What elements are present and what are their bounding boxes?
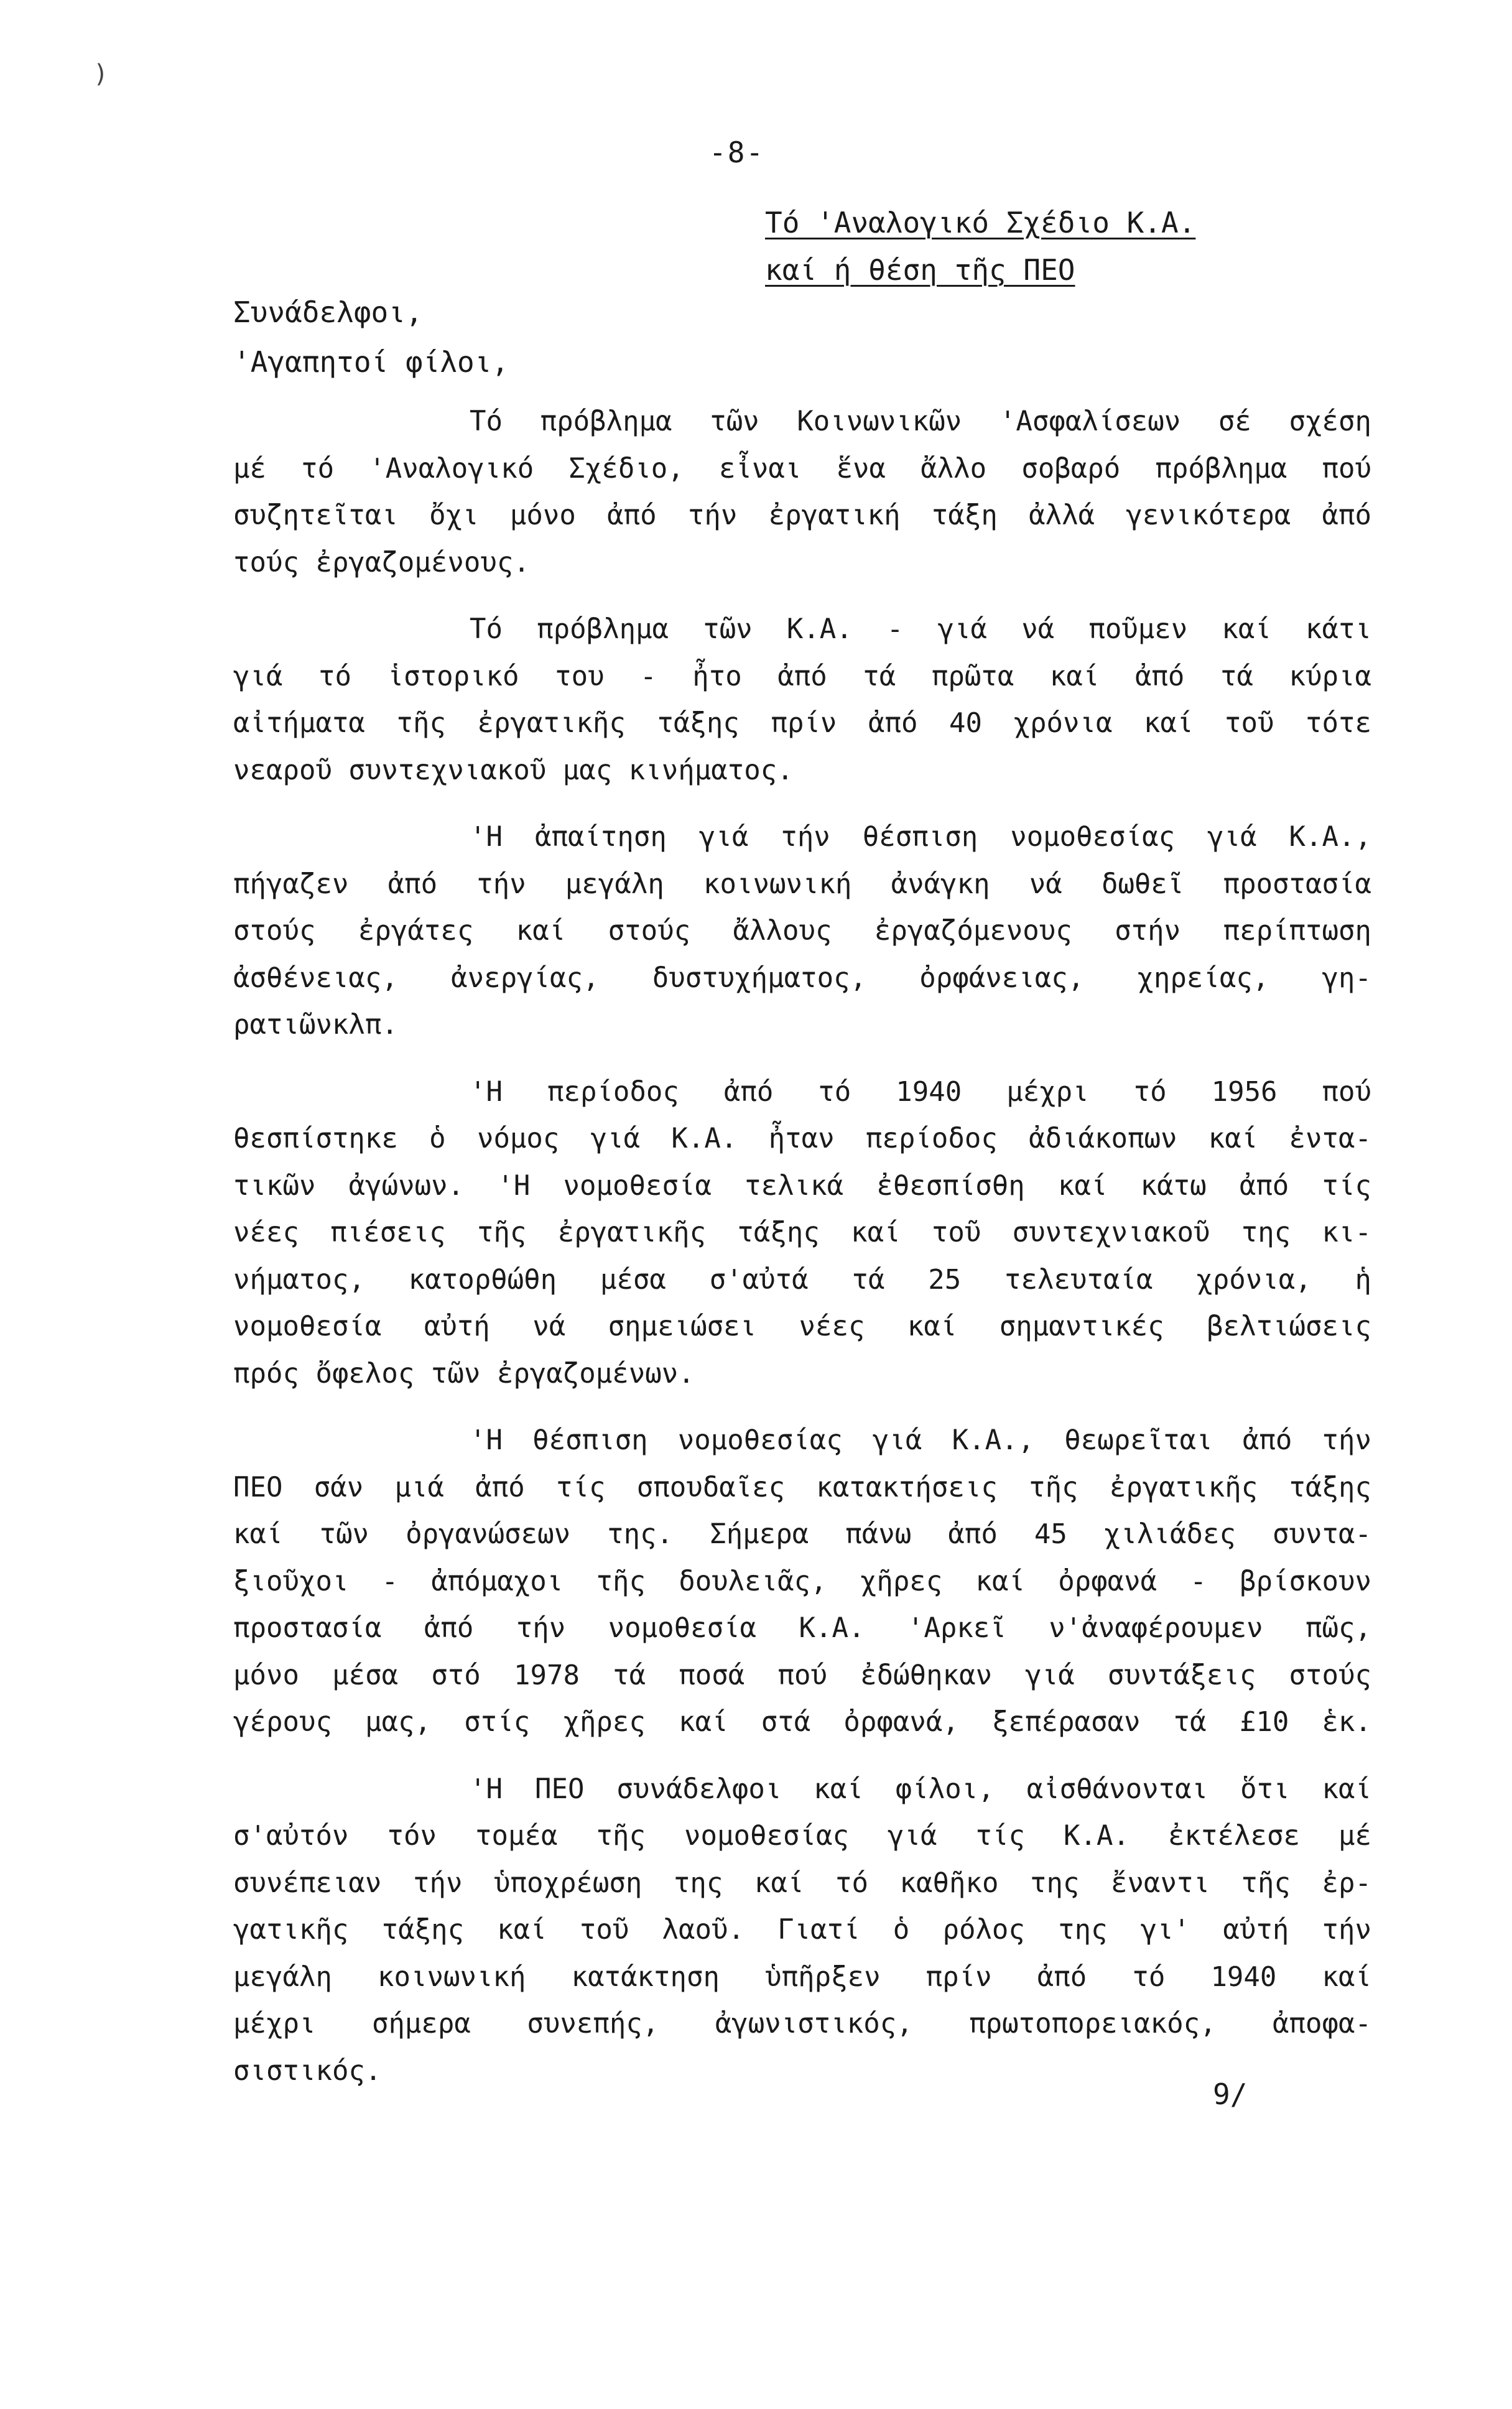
paragraph — [233, 606, 1371, 794]
text-line: συζητεῖται ὄχι μόνο ἀπό τήν ἐργατική τάξη ἀλλά γενικότερα ἀπό — [233, 499, 1371, 531]
text-line: θεσπίστηκε ὁ νόμος γιά Κ.Α. ἦταν περίοδος ἀδιάκοπων καί ἐντα- — [233, 1123, 1371, 1154]
text-line: 'Η θέσπιση νομοθεσίας γιά Κ.Α., θεωρεῖται ἀπό τήν — [470, 1424, 1371, 1456]
text-line: πρός ὄφελος τῶν ἐργαζομένων. — [233, 1357, 695, 1390]
text-line: 'Η περίοδος ἀπό τό 1940 μέχρι τό 1956 πού — [470, 1075, 1371, 1108]
text-line: ξιοῦχοι - ἀπόμαχοι τῆς δουλειᾶς, χῆρες καί ὀρφανά - βρίσκουν — [233, 1565, 1371, 1597]
text-line: νεαροῦ συντεχνιακοῦ μας κινήματος. — [233, 754, 794, 786]
text-line: καί τῶν ὀργανώσεων της. Σήμερα πάνω ἀπό 45 χιλιάδες συντα- — [233, 1518, 1371, 1550]
margin-mark: ) — [93, 60, 109, 88]
text-line: σ'αὐτόν τόν τομέα τῆς νομοθεσίας γιά τίς Κ.Α. ἐκτέλεσε μέ — [233, 1820, 1371, 1852]
text-line: 'Η ἀπαίτηση γιά τήν θέσπιση νομοθεσίας γιά Κ.Α., — [470, 821, 1371, 853]
paragraph — [233, 398, 1371, 586]
salutation — [233, 287, 509, 387]
text-line: γατικῆς τάξης καί τοῦ λαοῦ. Γιατί ὁ ρόλος της γι' αὐτή τήν — [233, 1914, 1371, 1946]
continuation-marker: 9/ — [1213, 2077, 1248, 2111]
page-number: -8- — [709, 136, 765, 169]
text-line: νήματος, κατορθώθη μέσα σ'αὐτά τά 25 τελευταία χρόνια, ἡ — [233, 1263, 1371, 1296]
text-line: γέρους μας, στίς χῆρες καί στά ὀρφανά, ξεπέρασαν τά £10 ἑκ. — [233, 1706, 1371, 1738]
body-text — [233, 398, 1371, 2114]
text-line: τούς ἐργαζομένους. — [233, 546, 530, 578]
title-line: καί ή θέση τῆς ΠΕΟ — [765, 253, 1075, 287]
text-line: πήγαζεν ἀπό τήν μεγάλη κοινωνική ἀνάγκη νά δωθεῖ προστασία — [233, 868, 1371, 900]
paragraph — [233, 1766, 1371, 2095]
paragraph — [233, 1069, 1371, 1398]
text-line: γιά τό ἱστορικό του - ἦτο ἀπό τά πρῶτα καί ἀπό τά κύρια — [233, 660, 1371, 692]
text-line: αἰτήματα τῆς ἐργατικῆς τάξης πρίν ἀπό 40 χρόνια καί τοῦ τότε — [233, 707, 1371, 739]
text-line: προστασία ἀπό τήν νομοθεσία Κ.Α. 'Αρκεῖ ν'ἀναφέρουμεν πῶς, — [233, 1612, 1371, 1644]
text-line: συνέπειαν τήν ὑποχρέωση της καί τό καθῆκο της ἔναντι τῆς ἐρ- — [233, 1867, 1371, 1899]
salutation-line: 'Αγαπητοί φίλοι, — [233, 345, 509, 379]
text-line: στούς ἐργάτες καί στούς ἄλλους ἐργαζόμενους στήν περίπτωση — [233, 915, 1371, 947]
title-line: Τό 'Αναλογικό Σχέδιο Κ.Α. — [765, 206, 1196, 239]
document-title — [765, 199, 1195, 294]
text-line: σιστικός. — [233, 2054, 382, 2087]
text-line: ρατιῶνκλπ. — [233, 1009, 398, 1041]
paragraph — [233, 1417, 1371, 1746]
text-line: μόνο μέσα στό 1978 τά ποσά πού ἐδώθηκαν γιά συντάξεις στούς — [233, 1659, 1371, 1691]
text-line: ΠΕΟ σάν μιά ἀπό τίς σπουδαῖες κατακτήσεις τῆς ἐργατικῆς τάξης — [233, 1471, 1371, 1503]
text-line: νομοθεσία αὐτή νά σημειώσει νέες καί σημαντικές βελτιώσεις — [233, 1311, 1371, 1342]
salutation-line: Συνάδελφοι, — [233, 295, 423, 329]
text-line: Τό πρόβλημα τῶν Κ.Α. - γιά νά ποῦμεν καί κάτι — [470, 613, 1371, 645]
paragraph — [233, 814, 1371, 1049]
text-line: νέες πιέσεις τῆς ἐργατικῆς τάξης καί τοῦ συντεχνιακοῦ της κι- — [233, 1217, 1371, 1248]
text-line: μέ τό 'Αναλογικό Σχέδιο, εἶναι ἕνα ἄλλο σοβαρό πρόβλημα πού — [233, 452, 1371, 485]
text-line: Τό πρόβλημα τῶν Κοινωνικῶν 'Ασφαλίσεων σέ σχέση — [470, 406, 1371, 437]
text-line: ἀσθένειας, ἀνεργίας, δυστυχήματος, ὀρφάνειας, χηρείας, γη- — [233, 962, 1371, 994]
text-line: μέχρι σήμερα συνεπής, ἀγωνιστικός, πρωτοπορειακός, ἀποφα- — [233, 2008, 1371, 2040]
text-line: μεγάλη κοινωνική κατάκτηση ὑπῆρξεν πρίν ἀπό τό 1940 καί — [233, 1961, 1371, 1993]
text-line: τικῶν ἀγώνων. 'Η νομοθεσία τελικά ἐθεσπίσθη καί κάτω ἀπό τίς — [233, 1169, 1371, 1202]
text-line: 'Η ΠΕΟ συνάδελφοι καί φίλοι, αἰσθάνονται ὅτι καί — [470, 1773, 1371, 1805]
